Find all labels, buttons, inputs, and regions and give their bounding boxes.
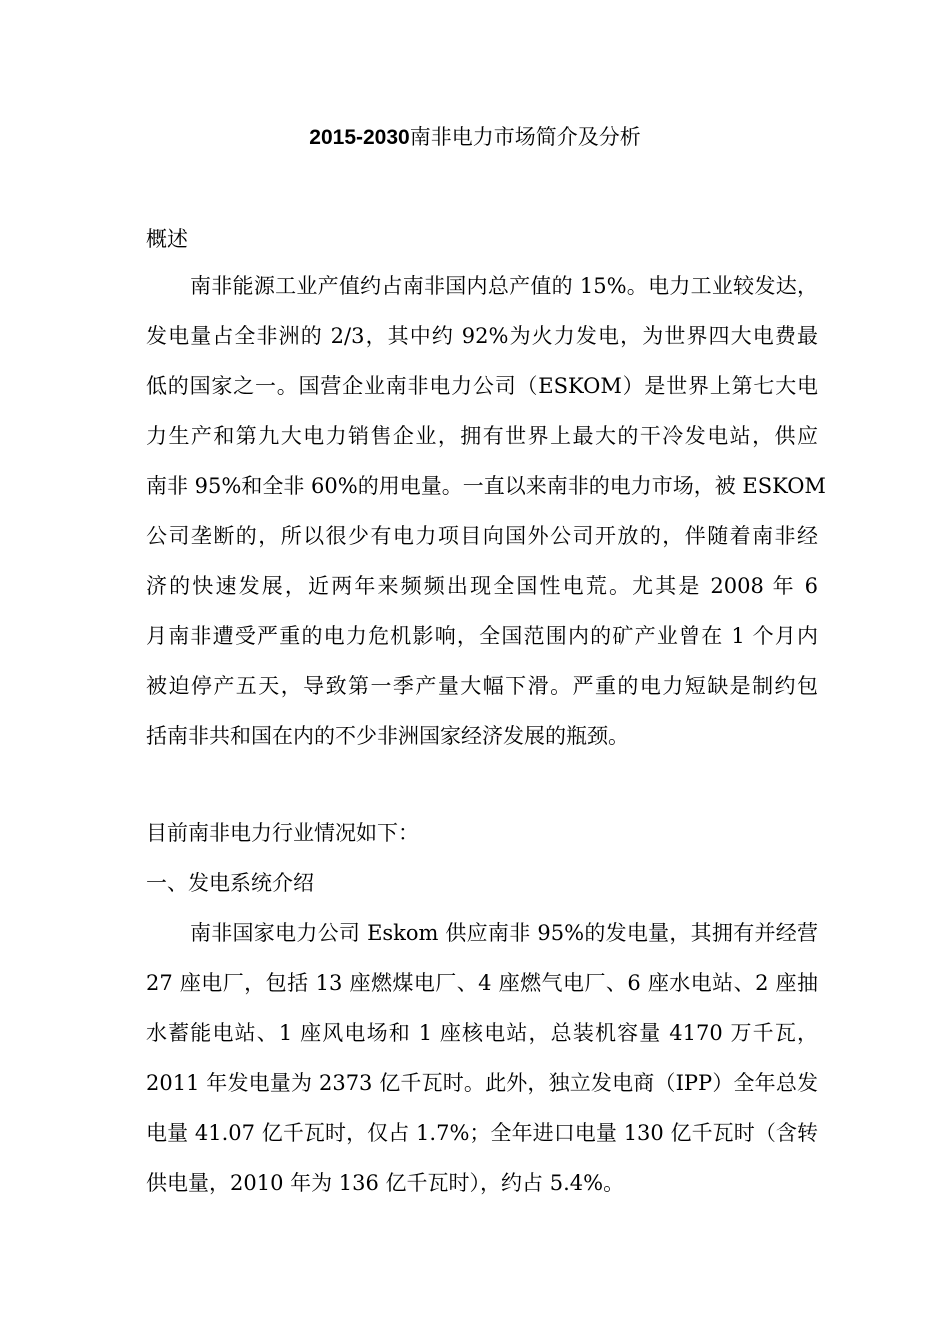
section-heading-overview: 概述 bbox=[146, 227, 188, 251]
paragraph-line: 力生产和第九大电力销售企业，拥有世界上最大的干冷发电站，供应 bbox=[146, 424, 818, 448]
paragraph-line: 供电量，2010 年为 136 亿千瓦时），约占 5.4%。 bbox=[146, 1171, 625, 1195]
title-number: 2015-2030 bbox=[309, 126, 410, 149]
paragraph-line: 括南非共和国在内的不少非洲国家经济发展的瓶颈。 bbox=[146, 724, 629, 748]
paragraph-line: 月南非遭受严重的电力危机影响，全国范围内的矿产业曾在 1 个月内 bbox=[146, 624, 818, 648]
paragraph-line: 低的国家之一。国营企业南非电力公司（ESKOM）是世界上第七大电 bbox=[146, 374, 818, 398]
paragraph-line: 南非能源工业产值约占南非国内总产值的 15%。电力工业较发达， bbox=[190, 274, 818, 298]
document-title bbox=[0, 122, 950, 153]
section-heading-generation-system: 一、发电系统介绍 bbox=[146, 871, 314, 895]
paragraph-line: 被迫停产五天，导致第一季产量大幅下滑。严重的电力短缺是制约包 bbox=[146, 674, 818, 698]
paragraph-line: 水蓄能电站、1 座风电场和 1 座核电站，总装机容量 4170 万千瓦， bbox=[146, 1021, 818, 1045]
paragraph-line: 电量 41.07 亿千瓦时，仅占 1.7%；全年进口电量 130 亿千瓦时（含转 bbox=[146, 1121, 818, 1145]
paragraph-line: 公司垄断的，所以很少有电力项目向国外公司开放的，伴随着南非经 bbox=[146, 524, 818, 548]
generation-paragraph bbox=[146, 908, 818, 1208]
paragraph-line: 2011 年发电量为 2373 亿千瓦时。此外，独立发电商（IPP）全年总发 bbox=[146, 1071, 818, 1095]
paragraph-line: 济的快速发展，近两年来频频出现全国性电荒。尤其是 2008 年 6 bbox=[146, 574, 818, 598]
title-text: 南非电力市场简介及分析 bbox=[409, 125, 641, 149]
paragraph-line: 发电量占全非洲的 2/3，其中约 92%为火力发电，为世界四大电费最 bbox=[146, 324, 818, 348]
overview-paragraph bbox=[146, 261, 826, 761]
paragraph-line: 南非 95%和全非 60%的用电量。一直以来南非的电力市场，被 ESKOM bbox=[146, 474, 826, 498]
paragraph-line: 南非国家电力公司 Eskom 供应南非 95%的发电量，其拥有并经营 bbox=[190, 921, 818, 945]
section-heading-current-status: 目前南非电力行业情况如下： bbox=[146, 821, 419, 845]
paragraph-line: 27 座电厂，包括 13 座燃煤电厂、4 座燃气电厂、6 座水电站、2 座抽 bbox=[146, 971, 818, 995]
